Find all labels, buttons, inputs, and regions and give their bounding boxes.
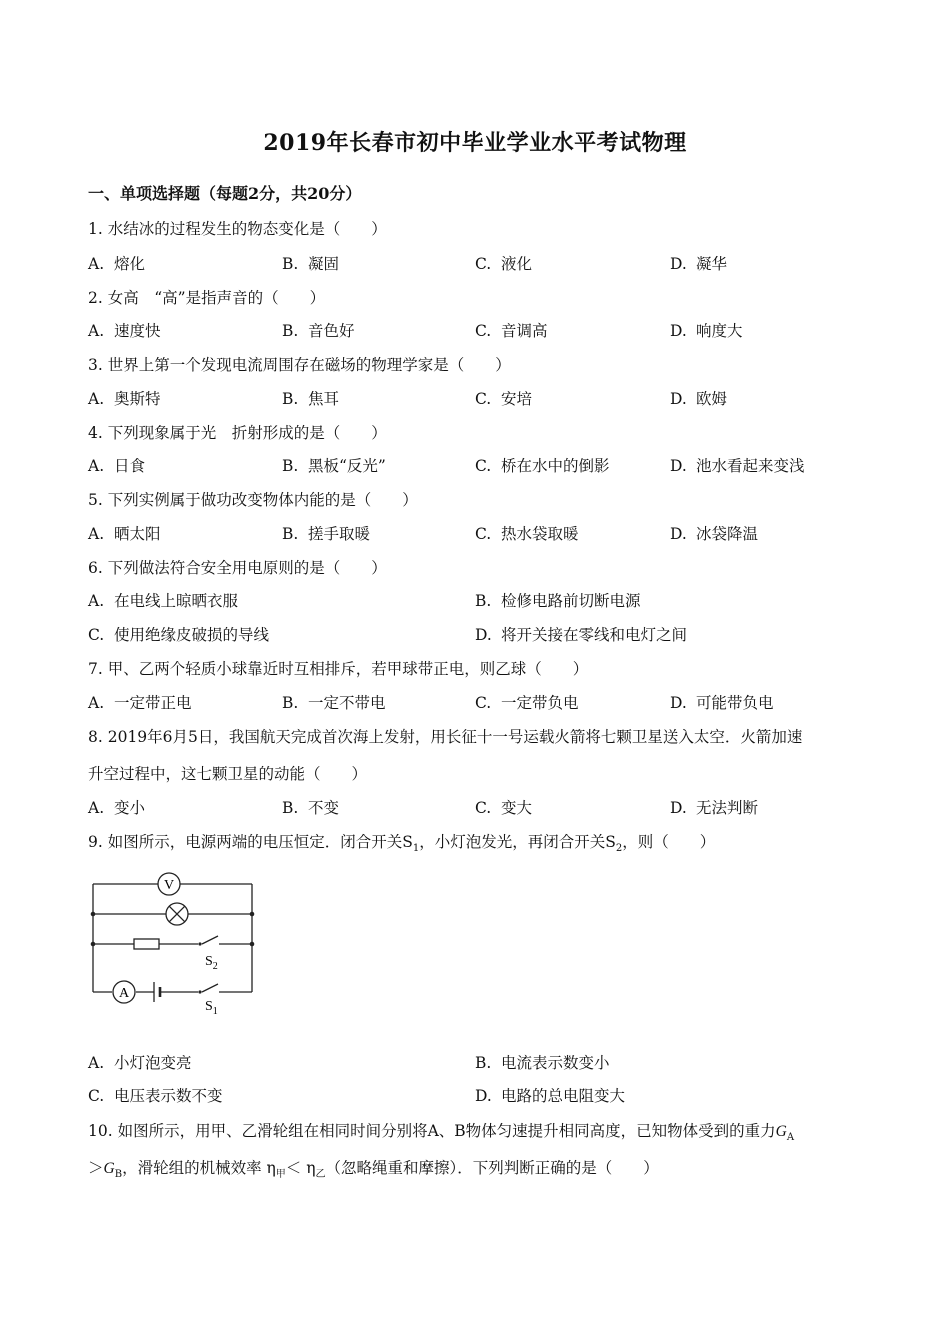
option-letter: B.: [282, 390, 299, 408]
option-letter: A.: [88, 694, 105, 712]
option-letter: B.: [282, 322, 299, 340]
question-2-stem: 2. 女高 “高”是指声音的（ ）: [88, 289, 326, 307]
option-text: 可能带负电: [696, 694, 774, 712]
option-text: 池水看起来变浅: [696, 457, 805, 475]
option-text: 检修电路前切断电源: [501, 592, 641, 610]
question-5-option-b[interactable]: [282, 522, 370, 544]
gravity-symbol: G: [103, 1160, 115, 1177]
option-text: 小灯泡变亮: [114, 1054, 192, 1072]
subscript: B: [114, 1169, 123, 1181]
question-5-option-a[interactable]: [88, 522, 161, 544]
question-7-option-a[interactable]: [88, 691, 192, 713]
question-1-option-c[interactable]: [475, 252, 532, 274]
option-text: 变小: [114, 799, 146, 817]
option-text: 不变: [308, 799, 340, 817]
question-1-stem: 1. 水结冰的过程发生的物态变化是（ ）: [88, 220, 387, 238]
option-text: 奥斯特: [114, 390, 161, 408]
voltmeter-label: V: [163, 878, 175, 893]
question-6-stem: 6. 下列做法符合安全用电原则的是（ ）: [88, 559, 387, 577]
question-8-option-c[interactable]: [475, 796, 532, 818]
option-letter: D.: [670, 457, 687, 475]
question-1-option-d[interactable]: [670, 252, 727, 274]
option-text: 将开关接在零线和电灯之间: [501, 626, 688, 644]
option-letter: A.: [88, 799, 105, 817]
option-letter: C.: [475, 694, 492, 712]
question-9-option-a[interactable]: [88, 1051, 192, 1073]
option-text: 电流表示数变小: [501, 1054, 610, 1072]
option-text: 音调高: [501, 322, 548, 340]
option-text: 在电线上晾晒衣服: [114, 592, 239, 610]
option-text: 响度大: [696, 322, 743, 340]
option-letter: D.: [475, 626, 492, 644]
option-letter: C.: [475, 457, 492, 475]
option-text: 熔化: [114, 255, 146, 273]
option-text: 速度快: [114, 322, 161, 340]
subscript: 乙: [315, 1169, 326, 1181]
option-letter: C.: [88, 626, 105, 644]
question-9-option-b[interactable]: [475, 1051, 610, 1073]
question-5-option-d[interactable]: [670, 522, 758, 544]
question-9-option-d[interactable]: [475, 1084, 625, 1106]
stem-part: 9. 如图所示，电源两端的电压恒定．闭合开关S: [88, 833, 413, 851]
option-letter: A.: [88, 592, 105, 610]
option-text: 冰袋降温: [696, 525, 759, 543]
stem-part: ，滑轮组的机械效率 η: [122, 1159, 276, 1177]
question-4-stem: 4. 下列现象属于光 折射形成的是（ ）: [88, 424, 387, 442]
option-letter: D.: [670, 390, 687, 408]
question-4-option-c[interactable]: [475, 454, 610, 476]
question-10-stem-line1: [88, 1119, 794, 1143]
option-letter: B.: [475, 592, 492, 610]
option-letter: C.: [475, 799, 492, 817]
question-4-option-d[interactable]: [670, 454, 805, 476]
option-text: 无法判断: [696, 799, 759, 817]
battery-symbol: [154, 982, 160, 1002]
question-8-option-a[interactable]: [88, 796, 145, 818]
lamp-symbol: [166, 903, 188, 925]
option-text: 搓手取暖: [308, 525, 371, 543]
option-text: 晒太阳: [114, 525, 161, 543]
circuit-diagram: [88, 866, 263, 1016]
option-letter: A.: [88, 390, 105, 408]
subscript: A: [786, 1132, 795, 1144]
option-text: 电压表示数不变: [114, 1087, 223, 1105]
option-letter: B.: [282, 525, 299, 543]
question-3-option-c[interactable]: [475, 387, 532, 409]
option-text: 液化: [501, 255, 533, 273]
question-2-option-a[interactable]: [88, 319, 161, 341]
question-3-option-b[interactable]: [282, 387, 339, 409]
option-text: 使用绝缘皮破损的导线: [114, 626, 270, 644]
question-8-stem-line2: 升空过程中，这七颗卫星的动能（ ）: [88, 765, 368, 783]
question-3-option-a[interactable]: [88, 387, 161, 409]
option-letter: D.: [670, 525, 687, 543]
ammeter-symbol: [113, 981, 135, 1003]
question-9-stem: [88, 830, 715, 854]
option-text: 凝固: [308, 255, 340, 273]
subscript: 甲: [275, 1169, 286, 1181]
question-5-stem: 5. 下列实例属于做功改变物体内能的是（ ）: [88, 491, 418, 509]
gravity-symbol: G: [775, 1123, 787, 1140]
stem-part: 10. 如图所示，用甲、乙滑轮组在相同时间分别将A、B物体匀速提升相同高度，已知物体受到的重力: [88, 1122, 776, 1140]
question-8-option-b[interactable]: [282, 796, 339, 818]
option-text: 变大: [501, 799, 533, 817]
option-letter: B.: [282, 799, 299, 817]
option-letter: D.: [475, 1087, 492, 1105]
voltmeter-symbol: [158, 873, 180, 895]
stem-part: ＜ η: [285, 1159, 316, 1177]
option-letter: C.: [475, 322, 492, 340]
question-6-option-b[interactable]: [475, 589, 641, 611]
option-letter: D.: [670, 255, 687, 273]
option-letter: A.: [88, 457, 105, 475]
option-text: 安培: [501, 390, 533, 408]
question-6-option-c[interactable]: [88, 623, 269, 645]
option-text: 电路的总电阻变大: [501, 1087, 626, 1105]
question-7-option-b[interactable]: [282, 691, 386, 713]
question-1-option-b[interactable]: [282, 252, 339, 274]
option-text: 一定不带电: [308, 694, 386, 712]
option-text: 一定带正电: [114, 694, 192, 712]
question-6-option-a[interactable]: [88, 589, 238, 611]
option-text: 凝华: [696, 255, 728, 273]
question-5-option-c[interactable]: [475, 522, 579, 544]
question-4-option-b[interactable]: [282, 454, 386, 476]
option-text: 热水袋取暖: [501, 525, 579, 543]
option-text: 一定带负电: [501, 694, 579, 712]
stem-part: ，小灯泡发光，再闭合开关S: [419, 833, 616, 851]
option-letter: C.: [475, 525, 492, 543]
question-2-option-b[interactable]: [282, 319, 355, 341]
question-6-option-d[interactable]: [475, 623, 687, 645]
option-letter: A.: [88, 322, 105, 340]
stem-part: ＞: [88, 1159, 104, 1177]
question-4-option-a[interactable]: [88, 454, 145, 476]
section-heading: 一、单项选择题（每题2分，共20分）: [88, 184, 362, 203]
switch-s1-label: $S_1$: [205, 999, 218, 1016]
question-7-option-d[interactable]: [670, 691, 774, 713]
option-letter: A.: [88, 525, 105, 543]
option-text: 欧姆: [696, 390, 728, 408]
option-text: 桥在水中的倒影: [501, 457, 610, 475]
option-text: 日食: [114, 457, 146, 475]
option-letter: D.: [670, 694, 687, 712]
stem-part: ，则（ ）: [622, 833, 716, 851]
question-3-stem: 3. 世界上第一个发现电流周围存在磁场的物理学家是（ ）: [88, 356, 511, 374]
question-3-option-d[interactable]: [670, 387, 727, 409]
question-10-stem-line2: [88, 1156, 659, 1180]
option-letter: C.: [88, 1087, 105, 1105]
question-9-option-c[interactable]: [88, 1084, 223, 1106]
option-letter: A.: [88, 1054, 105, 1072]
option-letter: C.: [475, 255, 492, 273]
question-8-stem-line1: 8. 2019年6月5日，我国航天完成首次海上发射，用长征十一号运载火箭将七颗卫星送入太空．火箭加速: [88, 728, 803, 746]
subscript: 1: [412, 843, 420, 855]
question-2-option-c[interactable]: [475, 319, 548, 341]
option-letter: B.: [282, 694, 299, 712]
question-7-option-c[interactable]: [475, 691, 579, 713]
option-letter: B.: [475, 1054, 492, 1072]
option-letter: A.: [88, 255, 105, 273]
option-letter: D.: [670, 322, 687, 340]
page-title: 2019年长春市初中毕业学业水平考试物理: [263, 130, 687, 156]
option-letter: C.: [475, 390, 492, 408]
switch-s2-label: $S_2$: [205, 954, 218, 972]
resistor-symbol: [134, 939, 159, 949]
option-letter: B.: [282, 457, 299, 475]
question-2-option-d[interactable]: [670, 319, 743, 341]
option-letter: D.: [670, 799, 687, 817]
ammeter-label: A: [118, 986, 130, 1001]
question-7-stem: 7. 甲、乙两个轻质小球靠近时互相排斥，若甲球带正电，则乙球（ ）: [88, 660, 589, 678]
subscript: 2: [615, 843, 623, 855]
question-8-option-d[interactable]: [670, 796, 758, 818]
question-1-option-a[interactable]: [88, 252, 145, 274]
option-text: 焦耳: [308, 390, 340, 408]
stem-part: （忽略绳重和摩擦）．下列判断正确的是（ ）: [325, 1159, 659, 1177]
option-text: 音色好: [308, 322, 355, 340]
option-letter: B.: [282, 255, 299, 273]
option-text: 黑板“反光”: [308, 457, 386, 475]
